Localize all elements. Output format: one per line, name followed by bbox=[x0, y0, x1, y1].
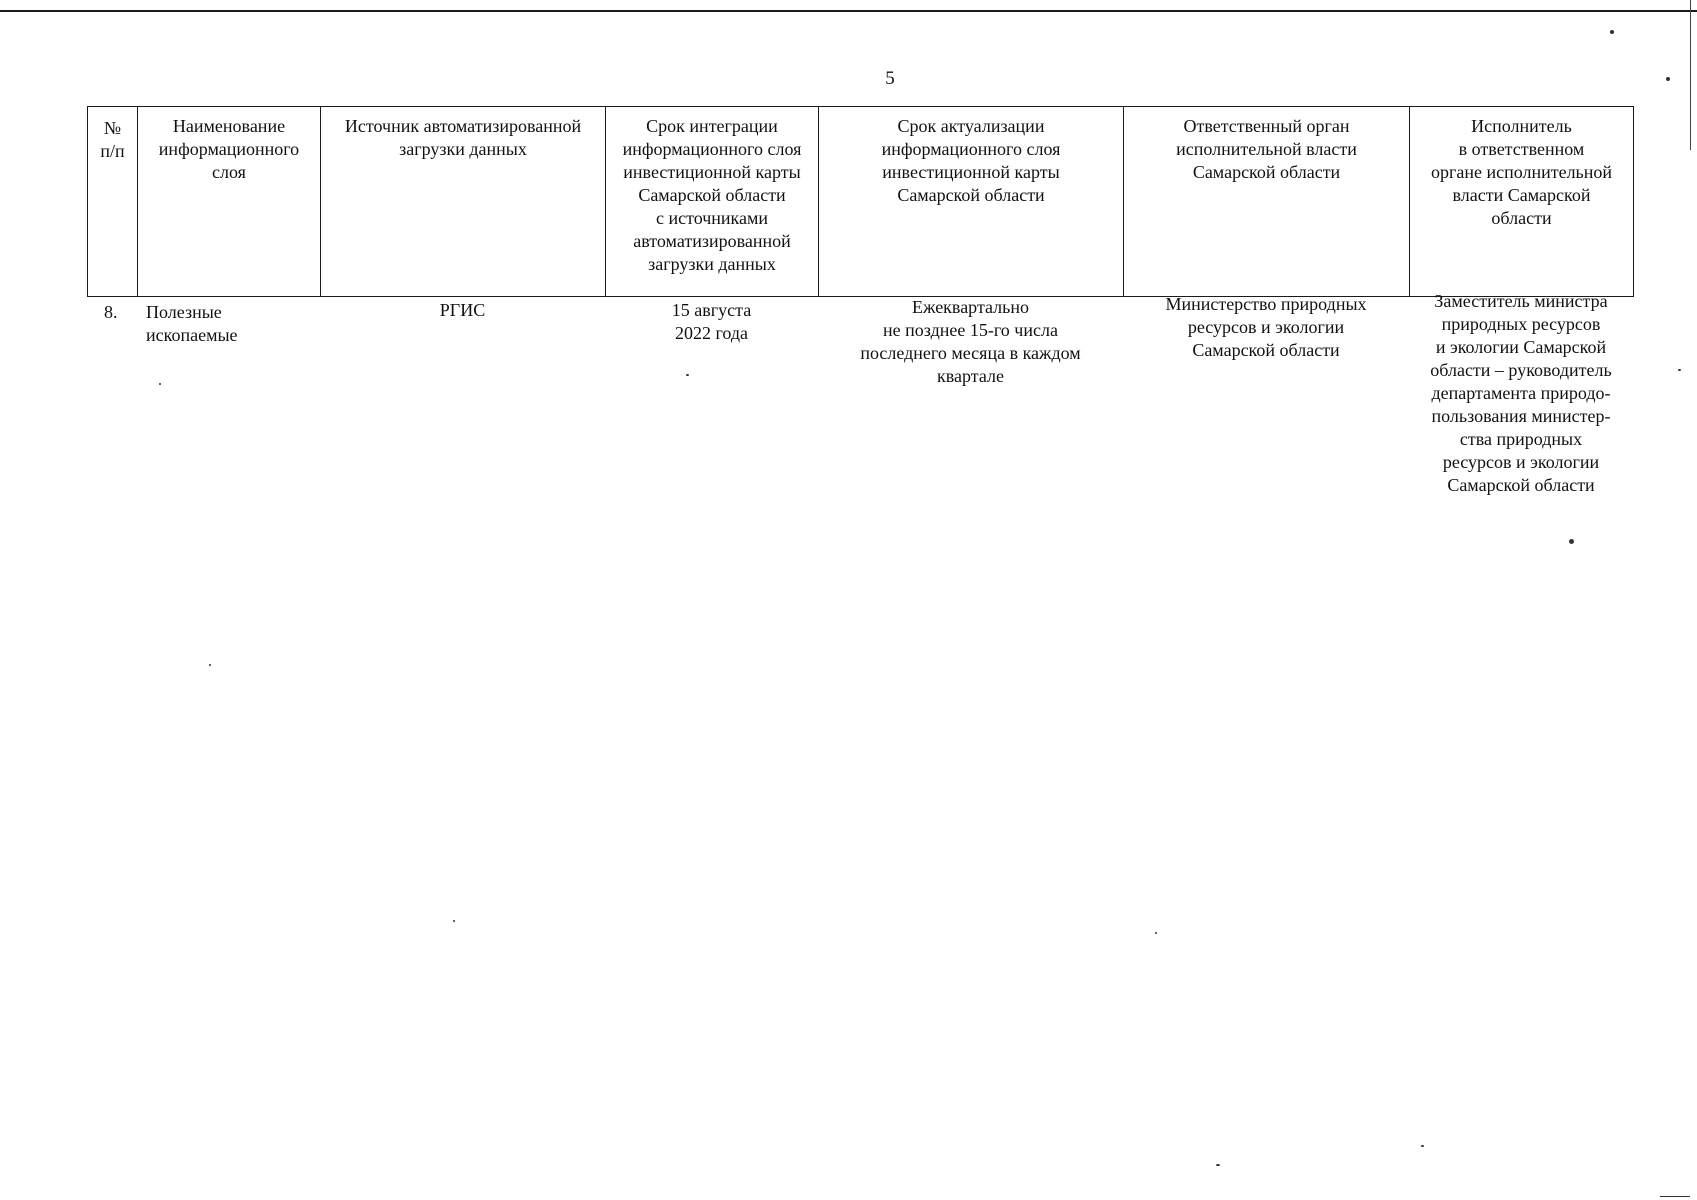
header-update-deadline: Срок актуализации информационного слоя инвестиционной карты Самарской области bbox=[819, 107, 1124, 297]
scan-edge-line bbox=[0, 10, 1697, 12]
scan-speck bbox=[1155, 932, 1157, 934]
scan-speck bbox=[686, 374, 689, 376]
table-header bbox=[87, 106, 1634, 297]
header-layer-name: Наименование информационного слоя bbox=[138, 107, 321, 297]
header-responsible-body: Ответственный орган исполнительной власти Самарской области bbox=[1124, 107, 1410, 297]
header-number: № п/п bbox=[88, 107, 138, 297]
header-executor: Исполнитель в ответственном органе исполнительной власти Самарской области bbox=[1410, 107, 1634, 297]
row-source: РГИС bbox=[439, 300, 486, 320]
scan-speck bbox=[1660, 1196, 1690, 1197]
table-row bbox=[87, 291, 1633, 496]
row-responsible-body: Министерство природных ресурсов и экологии Самарской области bbox=[1165, 294, 1367, 360]
header-source: Источник автоматизированной загрузки данных bbox=[321, 107, 606, 297]
scan-speck bbox=[1216, 1164, 1220, 1166]
scan-speck bbox=[1666, 77, 1670, 81]
scan-speck bbox=[1678, 369, 1681, 371]
row-integration-deadline: 15 августа 2022 года bbox=[671, 300, 752, 343]
scan-speck bbox=[1569, 539, 1574, 544]
scan-speck bbox=[453, 920, 455, 922]
row-executor: Заместитель министра природных ресурсов и экологии Самарской области – руководитель департамента природо- пользования министер- ства природных ресурсов и экологии Самарской области bbox=[1430, 291, 1612, 495]
header-integration-deadline: Срок интеграции информационного слоя инвестиционной карты Самарской области с источниками автоматизированной загрузки данных bbox=[606, 107, 819, 297]
row-update-deadline: Ежеквартально не позднее 15-го числа последнего месяца в каждом квартале bbox=[860, 297, 1081, 386]
scan-edge-line-right bbox=[1690, 0, 1691, 150]
scan-speck bbox=[1421, 1145, 1424, 1147]
scan-speck bbox=[159, 383, 161, 385]
scan-speck bbox=[1610, 30, 1614, 34]
row-number: 8. bbox=[104, 302, 118, 322]
row-layer-name: Полезные ископаемые bbox=[146, 302, 238, 345]
page-number: 5 bbox=[885, 68, 895, 89]
scan-speck bbox=[209, 664, 211, 666]
